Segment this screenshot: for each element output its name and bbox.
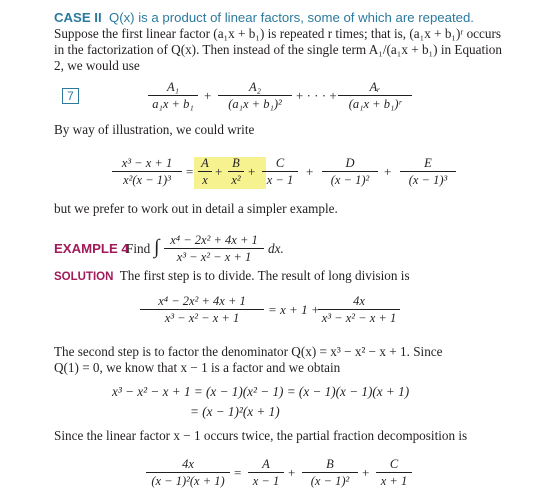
eq7-term2 xyxy=(218,80,292,111)
eq7-term2-num: A₂ xyxy=(249,80,261,94)
para1-line3: 2, we would use xyxy=(54,58,140,73)
division-rhs-num: 4x xyxy=(353,294,365,308)
para2-line2: Q(1) = 0, we know that x − 1 is a factor and we obtain xyxy=(54,360,341,375)
partial-a-num: A xyxy=(262,457,270,471)
illus-plus1: + xyxy=(215,164,223,179)
illus-b-den: x² xyxy=(231,173,241,187)
para1-line1: Suppose the first linear factor (a₁x + b₁) is repeated r times; that is, (a₁x + b₁)ʳ occurs xyxy=(54,26,502,41)
illus-lhs-num: x³ − x + 1 xyxy=(121,156,173,170)
partial-term-c xyxy=(376,457,412,488)
example-dx: dx. xyxy=(268,241,284,256)
illus-term-a xyxy=(198,156,212,187)
partial-c-den: x + 1 xyxy=(380,474,408,488)
illus-d-den: (x − 1)² xyxy=(330,173,370,187)
eq7-term3 xyxy=(338,80,412,111)
illus-plus3: + xyxy=(306,164,314,179)
eq7-term1-num: A₁ xyxy=(167,80,179,94)
eq7-term1-den: a₁x + b₁ xyxy=(152,97,194,111)
example-find: Find xyxy=(126,241,151,256)
illus-term-b xyxy=(228,156,244,187)
solution-line xyxy=(54,268,410,285)
illus-c-den: x − 1 xyxy=(266,173,294,187)
eq7-dots: + · · · + xyxy=(296,88,337,103)
partial-b-num: B xyxy=(326,457,334,471)
illus-term-d xyxy=(322,156,378,187)
illus-a-den: x xyxy=(202,173,208,187)
integral-sign: ∫ xyxy=(154,236,160,258)
solution-text: The first step is to divide. The result of long division is xyxy=(119,268,410,283)
division-mid: = x + 1 + xyxy=(268,302,320,317)
partial-equals: = xyxy=(234,465,242,480)
example-label: EXAMPLE 4 xyxy=(54,241,129,256)
example-int-num: x⁴ − 2x² + 4x + 1 xyxy=(170,233,258,247)
partial-c-num: C xyxy=(389,457,399,471)
factor-line2: = (x − 1)²(x + 1) xyxy=(190,404,280,419)
division-rhs xyxy=(318,294,400,325)
illus-c-num: C xyxy=(275,156,285,170)
eq7-term2-den: (a₁x + b₁)² xyxy=(228,97,282,111)
case-heading xyxy=(54,10,474,26)
case-label: CASE II xyxy=(54,10,102,25)
equation-number-box: 7 xyxy=(62,88,79,104)
illus-plus4: + xyxy=(384,164,392,179)
para1-line2: in the factorization of Q(x). Then instead of the single term A₁/(a₁x + b₁) in Equation xyxy=(54,42,502,57)
solution-label: SOLUTION xyxy=(54,271,114,283)
case-text: Q(x) is a product of linear factors, some of which are repeated. xyxy=(108,10,474,25)
division-lhs-num: x⁴ − 2x² + 4x + 1 xyxy=(158,294,246,308)
illus-d-num: D xyxy=(345,156,355,170)
illus-term-c xyxy=(262,156,298,187)
example-int-den: x³ − x² − x + 1 xyxy=(176,250,252,264)
division-lhs xyxy=(140,294,264,325)
eq7-term3-num: Aᵣ xyxy=(369,80,381,94)
partial-plus1: + xyxy=(288,465,296,480)
eq7-term1 xyxy=(148,80,198,111)
partial-plus2: + xyxy=(362,465,370,480)
illus-b-num: B xyxy=(232,156,240,170)
factor-line1: x³ − x² − x + 1 = (x − 1)(x² − 1) = (x − 1)(x − 1)(x + 1) xyxy=(112,384,410,399)
illus-lhs-den: x²(x − 1)³ xyxy=(123,173,171,187)
partial-b-den: (x − 1)² xyxy=(310,474,350,488)
eq7-plus1: + xyxy=(204,88,212,103)
partial-lhs-den: (x − 1)²(x + 1) xyxy=(151,474,225,488)
prefer-text: but we prefer to work out in detail a simpler example. xyxy=(54,201,338,216)
illus-a-num: A xyxy=(201,156,209,170)
example-integrand xyxy=(164,233,264,264)
partial-a-den: x − 1 xyxy=(252,474,280,488)
illus-plus2: + xyxy=(248,164,256,179)
partial-lhs xyxy=(146,457,230,488)
partial-term-b xyxy=(302,457,358,488)
illus-e-num: E xyxy=(424,156,432,170)
illus-equals: = xyxy=(186,164,194,179)
para2-line1: The second step is to factor the denominator Q(x) = x³ − x² − x + 1. Since xyxy=(54,344,443,359)
para3: Since the linear factor x − 1 occurs twice, the partial fraction decomposition is xyxy=(54,428,468,443)
illus-lhs xyxy=(112,156,182,187)
division-lhs-den: x³ − x² − x + 1 xyxy=(164,311,240,325)
illus-e-den: (x − 1)³ xyxy=(408,173,448,187)
partial-term-a xyxy=(248,457,284,488)
illus-term-e xyxy=(400,156,456,187)
eq7-term3-den: (a₁x + b₁)ʳ xyxy=(348,97,402,111)
illustration-text: By way of illustration, we could write xyxy=(54,122,255,137)
partial-lhs-num: 4x xyxy=(182,457,194,471)
division-rhs-den: x³ − x² − x + 1 xyxy=(321,311,397,325)
